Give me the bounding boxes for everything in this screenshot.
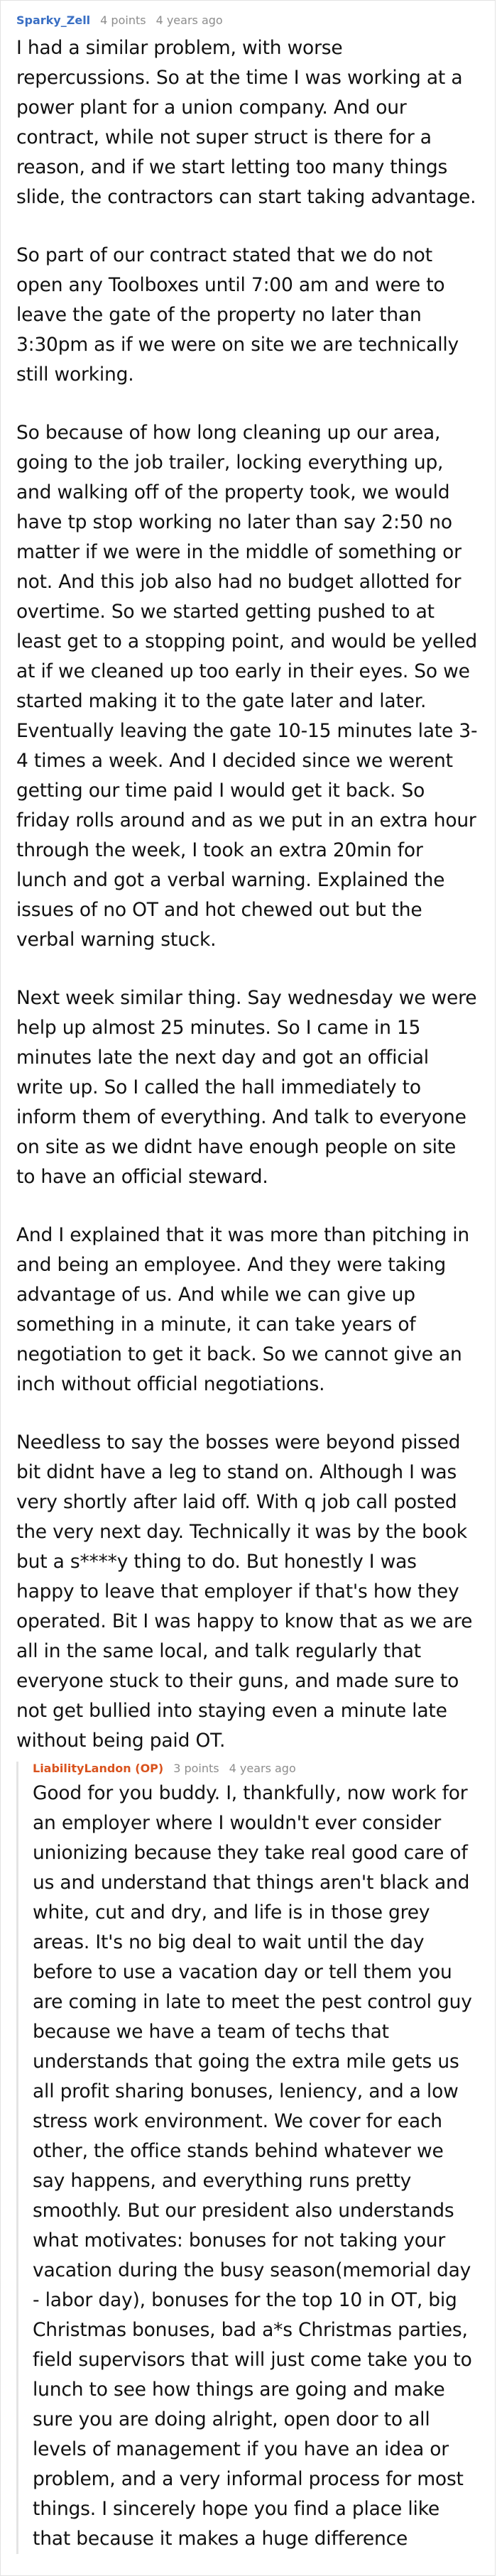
comment-paragraph: Next week similar thing. Say wednesday we were help up almost 25 minutes. So I came in 15 minutes late the next day and got an official write up. So I called the hall immediately to inform them of everything. And talk to everyone on site as we didnt have enough people on site to have an official steward. xyxy=(16,987,477,1188)
comment-paragraph: I had a similar problem, with worse repercussions. So at the time I was working at a power plant for a union company. And our contract, while not super struct is there for a reason, and if we start letting too many things slide, the contractors can start taking advantage. xyxy=(16,37,476,208)
comment-body xyxy=(16,33,479,1756)
reply-body xyxy=(33,1779,479,2554)
reply-paragraph: Good for you buddy. I, thankfully, now work for an employer where I wouldn't ever consider unionizing because they take real good care of us and understand that things aren't black and white, cut and dry, and life is in those grey areas. It's no big deal to wait until the day before to use a vacation day or tell them you are coming in late to meet the pest control guy because we have a team of techs that understands that going the extra mile gets us all profit sharing bonuses, leniency, and a low stress work environment. We cover for each other, the office stands behind whatever we say happens, and everything runs pretty smoothly. But our president also understands what motivates: bonuses for not taking your vacation during the busy season(memorial day - labor day), bonuses for the top 10 in OT, big Christmas bonuses, bad a*s Christmas parties, field supervisors that will just come take you to lunch to see how things are going and make sure you are doing alright, open door to all levels of management if you have an idea or problem, and a very informal process for most things. I sincerely hope you find a place like that because it makes a huge difference xyxy=(33,1782,472,2550)
reply-timestamp: 4 years ago xyxy=(229,1762,296,1775)
comment xyxy=(16,13,479,1756)
comment-paragraph: Needless to say the bosses were beyond pissed bit didnt have a leg to stand on. Although I was very shortly after laid off. With q job call posted the very next day. Technically it was by the book but a s****y thing to do. But honestly I was happy to leave that employer if that's how they operated. Bit I was happy to know that as we are all in the same local, and talk regularly that everyone stuck to their guns, and made sure to not get bullied into staying even a minute late without being paid OT. xyxy=(16,1431,473,1752)
comment-paragraph: And I explained that it was more than pitching in and being an employee. And they were taking advantage of us. And while we can give up something in a minute, it can take years of negotiation to get it back. So we cannot give an inch without official negotiations. xyxy=(16,1224,470,1395)
reply-author-link[interactable]: LiabilityLandon (OP) xyxy=(33,1762,164,1775)
reply-meta xyxy=(33,1762,479,1776)
reply-comment xyxy=(16,1762,479,2554)
comment-meta xyxy=(16,13,479,28)
comment-paragraph: So part of our contract stated that we do not open any Toolboxes until 7:00 am and were to leave the gate of the property no later than 3:30pm as if we were on site we are technically still working. xyxy=(16,244,459,386)
comment-timestamp: 4 years ago xyxy=(155,13,223,27)
comment-points: 4 points xyxy=(100,13,146,27)
comment-author-link[interactable]: Sparky_Zell xyxy=(16,13,91,27)
comment-paragraph: So because of how long cleaning up our area, going to the job trailer, locking everything up, and walking off of the property took, we would have tp stop working no later than say 2:50 no matter if we were in the middle of something or not. And this job also had no budget allotted for overtime. So we started getting pushed to at least get to a stopping point, and would be yelled at if we cleaned up too early in their eyes. So we started making it to the gate later and later. Eventually leaving the gate 10-15 minutes late 3-4 times a week. And I decided since we werent getting our time paid I would get it back. So friday rolls around and as we put in an extra hour through the week, I took an extra 20min for lunch and got a verbal warning. Explained the issues of no OT and hot chewed out but the verbal warning stuck. xyxy=(16,422,478,951)
reply-points: 3 points xyxy=(173,1762,219,1775)
